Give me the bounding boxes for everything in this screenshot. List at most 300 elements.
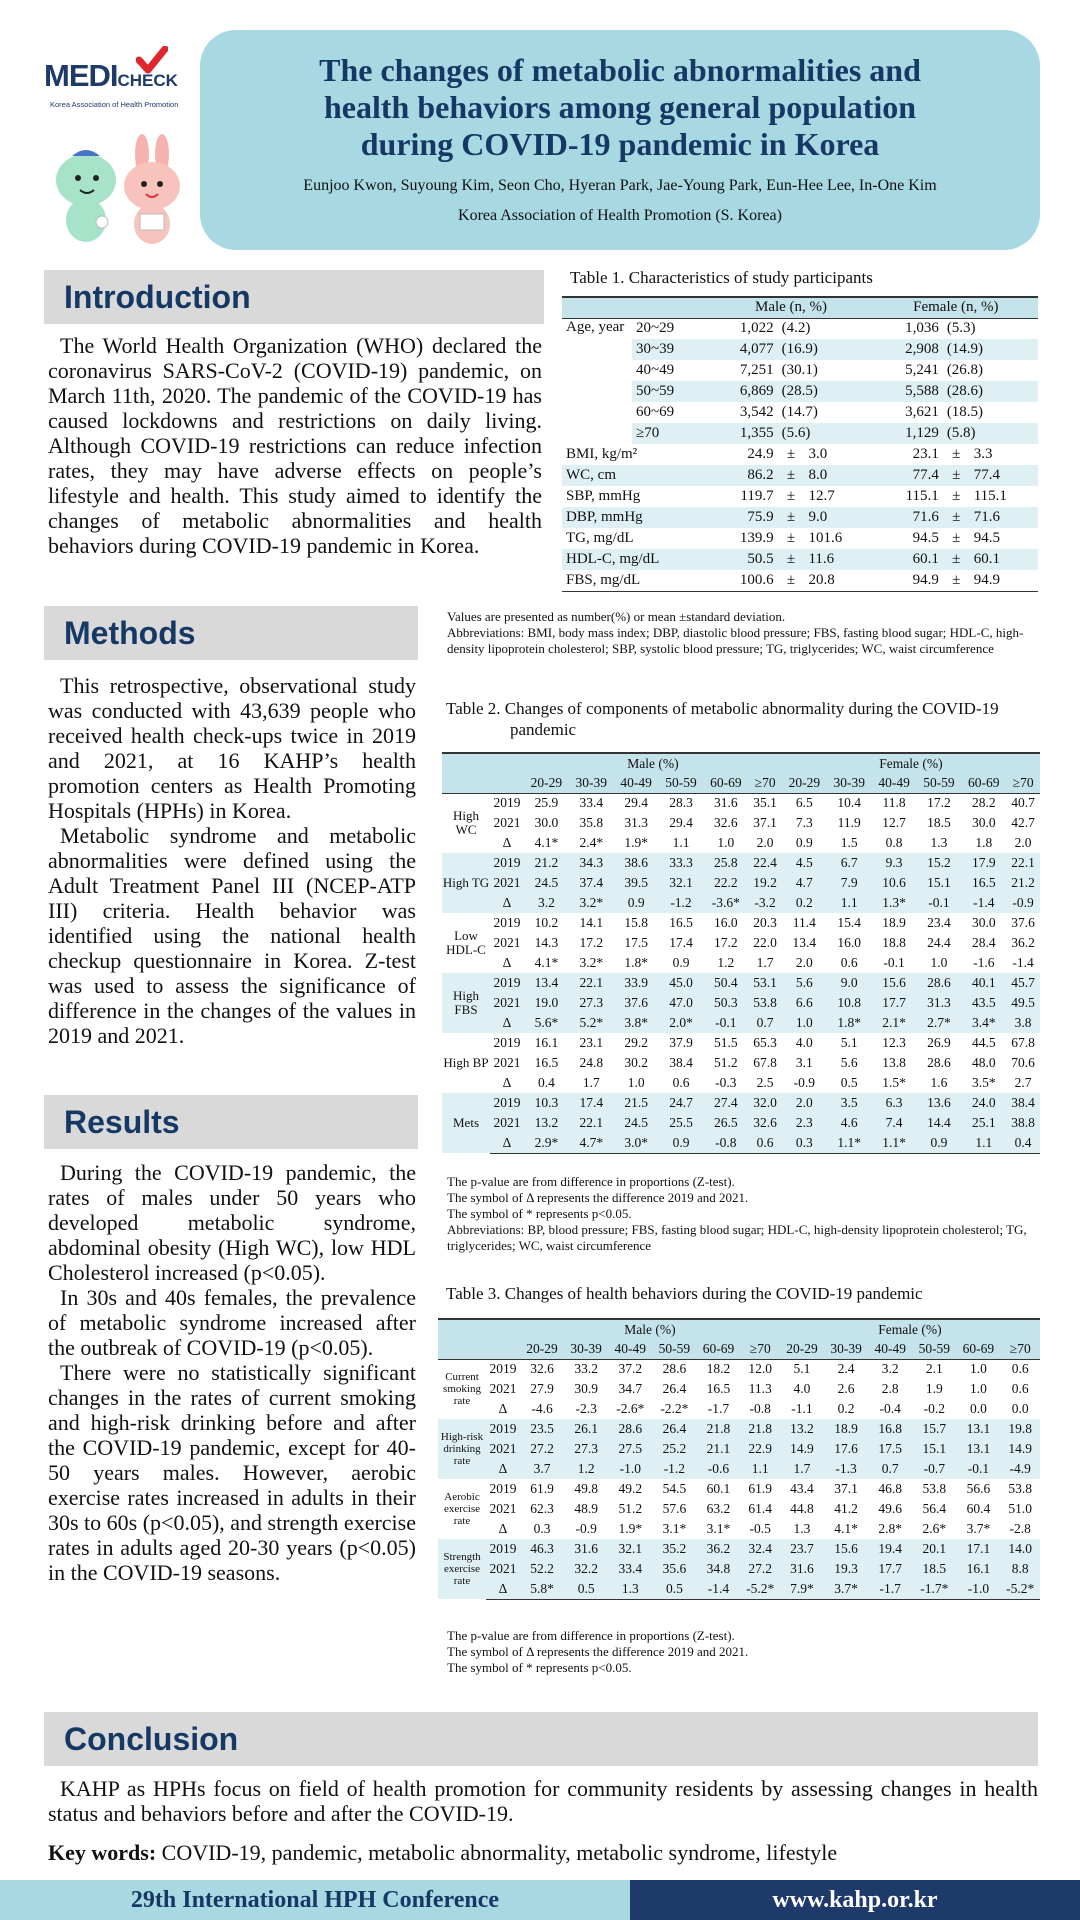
- row-year: 2019: [490, 853, 524, 873]
- table1-age-label: Age, year: [566, 318, 625, 335]
- kahp-logo: [44, 44, 194, 244]
- table-cell: 40.1: [961, 973, 1006, 993]
- table2-row: [442, 793, 1040, 813]
- table-cell: 56.4: [922, 1501, 947, 1516]
- table-cell: -5.2*: [1000, 1579, 1040, 1599]
- table-cell: 15.6: [824, 1539, 868, 1559]
- table-cell: 2.7: [1014, 1075, 1032, 1090]
- table-cell: 1.2: [717, 955, 735, 970]
- table-cell: 27.2: [520, 1439, 564, 1459]
- table-cell: -0.9: [1006, 893, 1040, 913]
- table-cell: 1.0: [930, 955, 948, 970]
- age-header: 30-39: [564, 1339, 608, 1359]
- male-mean: 139.9: [739, 530, 774, 546]
- table-cell: -3.6*: [703, 893, 748, 913]
- table-cell: 52.2: [520, 1559, 564, 1579]
- age-header: 60-69: [961, 773, 1006, 793]
- table-cell: 25.5: [659, 1113, 704, 1133]
- table-cell: 26.5: [703, 1113, 748, 1133]
- plus-minus: ±: [952, 446, 961, 462]
- table-cell: 26.1: [564, 1419, 608, 1439]
- table-cell: 29.2: [624, 1035, 648, 1050]
- table-cell: 9.3: [872, 853, 917, 873]
- table-cell: 28.6: [662, 1361, 687, 1377]
- table-cell: 22.9: [741, 1439, 780, 1459]
- table-cell: -4.9: [1000, 1459, 1040, 1479]
- table-cell: 17.6: [824, 1439, 868, 1459]
- table-cell: 3.5: [827, 1093, 872, 1113]
- table-cell: 13.8: [882, 1055, 906, 1070]
- table-cell: 4.1*: [534, 955, 559, 970]
- table-cell: 7.4: [872, 1113, 917, 1133]
- age-group: ≥70: [632, 423, 708, 444]
- table-cell: 1.0: [969, 1361, 987, 1377]
- table-cell: 45.7: [1006, 973, 1040, 993]
- plus-minus: ±: [778, 549, 805, 570]
- table-cell: 2.6: [837, 1381, 855, 1396]
- table-cell: 19.2: [748, 873, 782, 893]
- table-cell: 34.7: [618, 1381, 643, 1396]
- table3-note-1: The p-value are from difference in proportions (Z-test).: [447, 1628, 735, 1643]
- table-cell: 16.5: [669, 915, 693, 930]
- row-group-label: High FBS: [442, 973, 490, 1033]
- measure-label: FBS, mg/dL: [562, 570, 708, 591]
- table-cell: 3.8: [1006, 1013, 1040, 1033]
- table1-row: [562, 339, 1038, 360]
- row-group-label: Strength exercise rate: [438, 1539, 486, 1599]
- table1-row: [562, 402, 1038, 423]
- table-cell: 50.4: [703, 973, 748, 993]
- logo-subtitle: Korea Association of Health Promotion: [50, 100, 179, 109]
- row-year: 2019: [493, 915, 521, 930]
- title-line-1: The changes of metabolic abnormalities and: [319, 52, 921, 88]
- table-cell: 0.0: [969, 1401, 987, 1416]
- table-cell: 1.8*: [624, 955, 648, 970]
- table1-row: [562, 318, 1038, 339]
- table2-female-header: Female (%): [782, 753, 1040, 773]
- table-cell: 32.2: [564, 1559, 608, 1579]
- table-cell: 23.7: [780, 1539, 824, 1559]
- conference-footer: 29th International HPH Conference: [0, 1880, 630, 1920]
- table-cell: 15.2: [917, 853, 962, 873]
- table-cell: 37.4: [569, 873, 614, 893]
- female-percent: (5.3): [946, 320, 976, 337]
- row-year: Δ: [490, 1133, 524, 1153]
- table-cell: 21.8: [696, 1419, 740, 1439]
- measure-label: TG, mg/dL: [566, 530, 634, 546]
- table-cell: 1.7: [582, 1075, 600, 1090]
- female-sd: 60.1: [970, 549, 1038, 570]
- table-cell: 1.1: [827, 893, 872, 913]
- table1-header-blank: [632, 297, 708, 318]
- table-cell: 3.8*: [614, 1013, 659, 1033]
- age-header: 30-39: [827, 773, 872, 793]
- table2-header-blank: [490, 773, 524, 793]
- age-header: 40-49: [872, 773, 917, 793]
- female-sd: 115.1: [973, 488, 1007, 504]
- table-cell: 18.2: [706, 1361, 731, 1377]
- table-cell: 49.2: [618, 1481, 643, 1496]
- table-cell: 2.4: [837, 1361, 855, 1377]
- table1-caption: Table 1. Characteristics of study participants: [570, 268, 873, 287]
- table3-notes: [447, 1628, 1037, 1676]
- table-cell: 63.2: [706, 1501, 731, 1516]
- table-cell: 27.5: [608, 1439, 652, 1459]
- row-year: 2019: [493, 1035, 521, 1050]
- table-cell: 0.2: [782, 893, 827, 913]
- table-cell: 16.1: [956, 1559, 1000, 1579]
- female-mean: 115.1: [905, 488, 939, 504]
- table-cell: 7.9: [827, 873, 872, 893]
- row-year: 2019: [493, 795, 521, 811]
- male-sd: 11.6: [804, 549, 873, 570]
- table2-row: [442, 973, 1040, 993]
- table-cell: 21.5: [614, 1093, 659, 1113]
- table2-note-2: The symbol of Δ represents the difference 2019 and 2021.: [447, 1190, 749, 1205]
- table-cell: 46.3: [520, 1539, 564, 1559]
- table3-row: [438, 1559, 1040, 1579]
- table-cell: 1.2: [564, 1459, 608, 1479]
- table-cell: 8.8: [1000, 1559, 1040, 1579]
- table-cell: 38.8: [1006, 1113, 1040, 1133]
- row-year: 2021: [489, 1381, 517, 1396]
- table3-caption: Table 3. Changes of health behaviors during the COVID-19 pandemic: [446, 1284, 923, 1303]
- table2: [442, 752, 1040, 1154]
- table-cell: 3.1*: [706, 1521, 731, 1536]
- table-cell: 46.8: [878, 1481, 903, 1496]
- table-cell: 37.1: [753, 815, 777, 830]
- table3-row: [438, 1419, 1040, 1439]
- female-sd: 77.4: [970, 465, 1038, 486]
- table-cell: 3.4*: [961, 1013, 1006, 1033]
- male-count: 1,355: [708, 423, 777, 444]
- table-cell: 60.1: [706, 1481, 731, 1496]
- table-cell: 37.9: [669, 1035, 693, 1050]
- table-cell: 21.2: [524, 853, 569, 873]
- table-cell: 17.7: [868, 1559, 912, 1579]
- methods-heading: Methods: [44, 606, 418, 660]
- table-cell: 25.2: [652, 1439, 696, 1459]
- table-cell: 1.3*: [872, 893, 917, 913]
- table1-header-blank: [562, 297, 632, 318]
- age-header: 40-49: [614, 773, 659, 793]
- table-cell: 2.8*: [878, 1521, 903, 1536]
- table2-row: [442, 1013, 1040, 1033]
- table-cell: 28.3: [669, 795, 693, 811]
- table-cell: 24.5: [614, 1113, 659, 1133]
- table-cell: 13.2: [780, 1419, 824, 1439]
- table-cell: 61.4: [748, 1501, 773, 1516]
- table-cell: 51.5: [714, 1035, 738, 1050]
- poster-title: [200, 52, 1040, 163]
- table1-female-header: Female (n, %): [874, 297, 1038, 318]
- website-link[interactable]: www.kahp.or.kr: [630, 1880, 1080, 1920]
- table-cell: -0.1: [917, 893, 962, 913]
- table3-row: [438, 1479, 1040, 1499]
- table-cell: 17.7: [872, 993, 917, 1013]
- table-cell: 57.6: [662, 1501, 687, 1516]
- table-cell: 43.5: [961, 993, 1006, 1013]
- table-cell: 32.6: [748, 1113, 782, 1133]
- male-mean: 75.9: [708, 507, 777, 528]
- female-mean: 71.6: [874, 507, 943, 528]
- male-sd: 101.6: [808, 530, 843, 546]
- table-cell: -4.6: [531, 1401, 553, 1416]
- table-cell: 31.3: [917, 993, 962, 1013]
- male-sd: 3.0: [808, 446, 828, 462]
- table-cell: 13.2: [524, 1113, 569, 1133]
- table-cell: 27.9: [530, 1381, 554, 1396]
- table-cell: 31.6: [780, 1559, 824, 1579]
- table-cell: 62.3: [530, 1501, 554, 1516]
- table-cell: 44.5: [971, 1035, 996, 1050]
- table2-row: [442, 1033, 1040, 1053]
- table-cell: -0.5: [749, 1521, 771, 1536]
- age-header: 20-29: [520, 1339, 564, 1359]
- title-banner: [200, 30, 1040, 250]
- table-cell: 0.3: [782, 1133, 827, 1153]
- row-year: Δ: [498, 1401, 508, 1416]
- table-cell: 27.3: [564, 1439, 608, 1459]
- table-cell: 18.9: [824, 1419, 868, 1439]
- plus-minus: ±: [778, 507, 805, 528]
- table-cell: 1.5*: [882, 1075, 906, 1090]
- row-year: Δ: [490, 893, 524, 913]
- table2-note-3: The symbol of * represents p<0.05.: [447, 1206, 632, 1221]
- table-cell: 50.3: [703, 993, 748, 1013]
- table-cell: 33.9: [614, 973, 659, 993]
- table-cell: 17.1: [956, 1539, 1000, 1559]
- table-cell: 18.5: [927, 815, 951, 830]
- male-mean: 24.9: [747, 446, 774, 462]
- table-cell: 24.4: [927, 935, 951, 950]
- table-cell: 30.0: [971, 915, 996, 930]
- table-cell: 32.6: [530, 1361, 554, 1377]
- table-cell: 2.8: [881, 1381, 899, 1396]
- table-cell: 29.4: [669, 815, 693, 830]
- conclusion-body: [48, 1776, 1038, 1826]
- introduction-body: [48, 333, 542, 558]
- table-cell: 40.7: [1011, 795, 1035, 811]
- table-cell: 3.0*: [614, 1133, 659, 1153]
- table-cell: 2.0: [1014, 835, 1032, 850]
- table2-row: [442, 853, 1040, 873]
- table2-note-1: The p-value are from difference in proportions (Z-test).: [447, 1174, 735, 1189]
- table-cell: 27.3: [569, 993, 614, 1013]
- table1-row: [562, 528, 1038, 549]
- table3-row: [438, 1519, 1040, 1539]
- table-cell: 1.1: [741, 1459, 780, 1479]
- table-cell: 44.8: [790, 1501, 814, 1516]
- table-cell: 20.3: [753, 915, 777, 930]
- female-percent: (14.9): [943, 339, 1038, 360]
- conclusion-text: KAHP as HPHs focus on field of health promotion for community residents by assessing changes in health status and behaviors before and after the COVID-19.: [48, 1776, 1038, 1826]
- table-cell: 33.4: [608, 1559, 652, 1579]
- table2-row: [442, 953, 1040, 973]
- table-cell: 3.5*: [971, 1075, 996, 1090]
- table3-header-blank: [438, 1339, 486, 1359]
- table-cell: 35.2: [652, 1539, 696, 1559]
- table-cell: -2.8: [1009, 1521, 1031, 1536]
- male-mean: 50.5: [708, 549, 777, 570]
- table-cell: 32.4: [741, 1539, 780, 1559]
- table-cell: -1.1: [791, 1401, 813, 1416]
- table-cell: 4.0: [793, 1381, 811, 1396]
- results-body: [48, 1160, 416, 1585]
- table-cell: 35.6: [652, 1559, 696, 1579]
- check-mark-icon: [136, 46, 168, 76]
- table-cell: 47.0: [659, 993, 704, 1013]
- table3-row: [438, 1379, 1040, 1399]
- table-cell: 1.9: [925, 1381, 943, 1396]
- table-cell: 7.3: [795, 815, 813, 830]
- male-percent: (30.1): [781, 362, 818, 378]
- female-mean: 77.4: [874, 465, 943, 486]
- table-cell: -1.4: [961, 893, 1006, 913]
- male-percent: (5.6): [778, 423, 874, 444]
- table-cell: 67.8: [1011, 1035, 1035, 1050]
- table-cell: 4.7: [782, 873, 827, 893]
- table-cell: 21.2: [1006, 873, 1040, 893]
- row-year: 2021: [490, 1113, 524, 1133]
- female-mean: 23.1: [912, 446, 939, 462]
- plus-minus: ±: [943, 465, 970, 486]
- table1-row: [562, 549, 1038, 570]
- age-header: 60-69: [696, 1339, 740, 1359]
- table-cell: -0.4: [879, 1401, 901, 1416]
- table-cell: 1.9*: [624, 835, 648, 850]
- table-cell: 0.5: [652, 1579, 696, 1599]
- male-count: 4,077: [708, 339, 777, 360]
- row-year: 2019: [489, 1361, 517, 1377]
- table2-header-blank: [442, 753, 524, 773]
- male-percent: (16.9): [778, 339, 874, 360]
- male-percent: (14.7): [781, 404, 818, 420]
- table-cell: 18.9: [882, 915, 906, 930]
- female-count: 3,621: [905, 404, 939, 420]
- table-cell: 17.9: [961, 853, 1006, 873]
- table-cell: 36.2: [696, 1539, 740, 1559]
- table-cell: 3.2*: [569, 893, 614, 913]
- table-cell: 6.5: [795, 795, 813, 811]
- row-year: 2019: [490, 973, 524, 993]
- table-cell: 17.5: [624, 935, 648, 950]
- table-cell: 51.2: [618, 1501, 643, 1516]
- table-cell: 16.0: [837, 935, 862, 950]
- table-cell: 14.4: [917, 1113, 962, 1133]
- table3-row: [438, 1399, 1040, 1419]
- table1-row: [562, 381, 1038, 402]
- table-cell: -1.7: [707, 1401, 730, 1416]
- table3-male-header: Male (%): [520, 1319, 780, 1339]
- table3-female-header: Female (%): [780, 1319, 1040, 1339]
- male-sd: 8.0: [804, 465, 873, 486]
- table3-row: [438, 1359, 1040, 1379]
- table-cell: 49.6: [878, 1501, 903, 1516]
- table-cell: 1.1*: [872, 1133, 917, 1153]
- table-cell: 53.8: [1008, 1481, 1033, 1496]
- table-cell: -1.7*: [912, 1579, 956, 1599]
- table-cell: 42.7: [1011, 815, 1035, 830]
- table-cell: -1.7: [868, 1579, 912, 1599]
- table-cell: 31.6: [714, 795, 738, 811]
- row-group-label: Aerobic exercise rate: [443, 1491, 481, 1527]
- table-cell: 24.5: [524, 873, 569, 893]
- table-cell: 13.1: [956, 1419, 1000, 1439]
- row-year: 2021: [489, 1501, 517, 1516]
- table-cell: 18.8: [882, 935, 906, 950]
- table-cell: 35.8: [579, 815, 604, 830]
- row-group-label: Current smoking rate: [443, 1371, 481, 1408]
- table-cell: 23.5: [520, 1419, 564, 1439]
- table-cell: 6.3: [872, 1093, 917, 1113]
- table-cell: -0.3: [715, 1075, 737, 1090]
- female-percent: (18.5): [946, 404, 984, 420]
- age-header: ≥70: [748, 773, 782, 793]
- table-cell: 65.3: [753, 1035, 777, 1050]
- table-cell: 2.0: [795, 955, 813, 970]
- age-group: 20~29: [636, 320, 675, 337]
- row-year: 2021: [486, 1439, 520, 1459]
- table2-row: [442, 873, 1040, 893]
- table-cell: 28.2: [971, 795, 996, 811]
- table1-row: [562, 507, 1038, 528]
- table2-row: [442, 1133, 1040, 1153]
- table1-row: [562, 360, 1038, 381]
- table-cell: 21.8: [741, 1419, 780, 1439]
- table-cell: 17.2: [927, 795, 951, 811]
- table-cell: 13.6: [917, 1093, 962, 1113]
- keywords-label: Key words:: [48, 1840, 157, 1865]
- table-cell: 0.6: [1011, 1381, 1029, 1396]
- table-cell: 28.6: [927, 1055, 951, 1070]
- table-cell: 27.2: [741, 1559, 780, 1579]
- table-cell: -1.0: [956, 1579, 1000, 1599]
- age-group: 40~49: [636, 362, 675, 378]
- table1-note-2: Abbreviations: BMI, body mass index; DBP, diastolic blood pressure; FBS, fasting blood sugar; HDL-C, high-density lipoprotein cholesterol; SBP, systolic blood pressure; TG, triglycerides; WC, waist circumference: [447, 625, 1024, 656]
- table-cell: 11.4: [792, 915, 816, 930]
- table-cell: 2.5: [756, 1075, 774, 1090]
- table-cell: 37.1: [834, 1481, 858, 1496]
- row-year: Δ: [490, 1013, 524, 1033]
- table-cell: 15.1: [917, 873, 962, 893]
- table-cell: -0.1: [956, 1459, 1000, 1479]
- female-mean: 94.9: [874, 570, 943, 591]
- table2-header-row: [442, 753, 1040, 773]
- table2-row: [442, 993, 1040, 1013]
- table3-row: [438, 1539, 1040, 1559]
- male-count: 1,022: [739, 320, 774, 337]
- table3-row: [438, 1439, 1040, 1459]
- table-cell: -5.2*: [741, 1579, 780, 1599]
- table-cell: 22.1: [569, 1113, 614, 1133]
- table-cell: -0.8: [749, 1401, 771, 1416]
- row-year: 2021: [493, 815, 521, 830]
- table-cell: 12.3: [882, 1035, 906, 1050]
- table-cell: 54.5: [662, 1481, 687, 1496]
- table-cell: 22.1: [1006, 853, 1040, 873]
- measure-label: SBP, mmHg: [566, 488, 641, 504]
- table-cell: -0.6: [696, 1459, 740, 1479]
- table2-row: [442, 833, 1040, 853]
- table2-caption: Table 2. Changes of components of metabolic abnormality during the COVID-19 pandemic: [446, 699, 999, 739]
- table-cell: 51.0: [1008, 1501, 1033, 1516]
- results-paragraph-1: During the COVID-19 pandemic, the rates of males under 50 years who developed metabolic syndrome, abdominal obesity (High WC), low HDL Cholesterol increased (p<0.05).: [48, 1160, 416, 1285]
- table-cell: 28.6: [608, 1419, 652, 1439]
- table-cell: 0.6: [840, 955, 858, 970]
- age-header: 30-39: [569, 773, 614, 793]
- female-count: 2,908: [874, 339, 943, 360]
